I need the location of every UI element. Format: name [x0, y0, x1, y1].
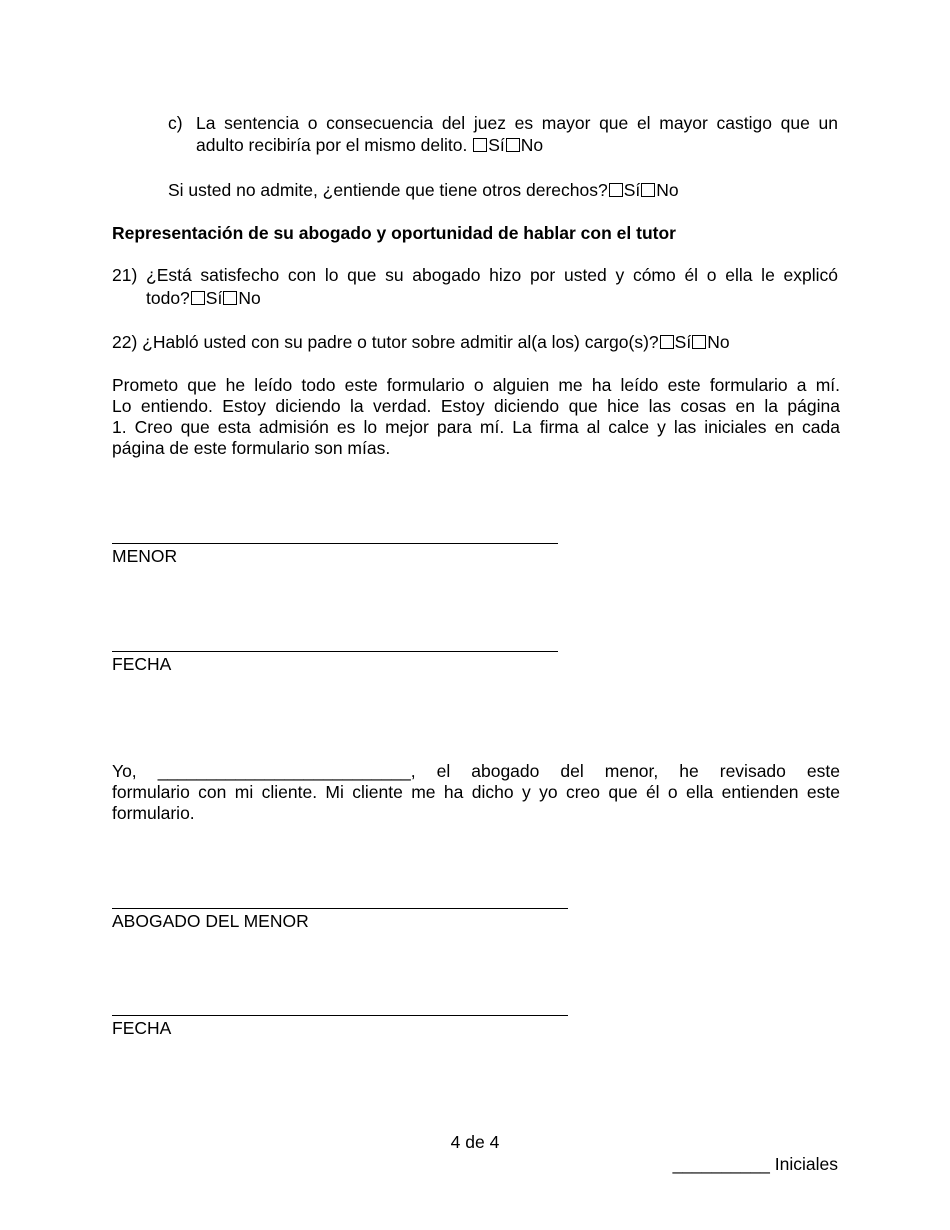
item-c-no-checkbox[interactable]: [506, 138, 520, 152]
minor-signature-line[interactable]: [112, 543, 558, 544]
promise-line-1: Prometo que he leído todo este formulario o alguien me ha leído este formulario a mí.: [112, 375, 840, 395]
minor-date-label: FECHA: [112, 654, 172, 674]
initials-blank[interactable]: __________: [672, 1154, 770, 1174]
page-number: 4 de 4: [450, 1132, 500, 1152]
rights-question: Si usted no admite, ¿entiende que tiene otros derechos? Sí No: [168, 180, 679, 200]
attorney-date-line[interactable]: [112, 1015, 568, 1016]
rights-no-checkbox[interactable]: [641, 183, 655, 197]
attorney-statement-line-3: formulario.: [112, 803, 195, 823]
attorney-statement-line-2: formulario con mi cliente. Mi cliente me ha dicho y yo creo que él o ella entienden este: [112, 782, 840, 802]
q21-no-checkbox[interactable]: [223, 291, 237, 305]
question-21-line1: ¿Está satisfecho con lo que su abogado hizo por usted y cómo él o ella le explicó: [146, 265, 838, 285]
promise-line-2: Lo entiendo. Estoy diciendo la verdad. Estoy diciendo que hice las cosas en la página: [112, 396, 840, 416]
attorney-statement: [112, 761, 840, 824]
rights-yes-checkbox[interactable]: [609, 183, 623, 197]
attorney-signature-line[interactable]: [112, 908, 568, 909]
q22-yes-checkbox[interactable]: [660, 335, 674, 349]
minor-date-line[interactable]: [112, 651, 558, 652]
promise-line-4: página de este formulario son mías.: [112, 438, 391, 458]
item-c-no-label: No: [520, 135, 544, 155]
rights-yes-label: Sí: [623, 180, 641, 200]
initials-field: [673, 1154, 838, 1175]
promise-line-3: 1. Creo que esta admisión es lo mejor para mí. La firma al calce y las iniciales en cada: [112, 417, 840, 437]
minor-label: MENOR: [112, 546, 178, 566]
item-c-marker: c): [168, 113, 183, 133]
question-22: 22) ¿Habló usted con su padre o tutor sobre admitir al(a los) cargo(s)? Sí No: [112, 332, 730, 352]
item-c-yes-checkbox[interactable]: [473, 138, 487, 152]
q21-yes-label: Sí: [205, 288, 223, 308]
item-c-line2: adulto recibiría por el mismo delito. Sí No: [196, 135, 544, 155]
q21-no-label: No: [238, 288, 261, 308]
attorney-name-blank[interactable]: __________________________,: [157, 761, 416, 781]
question-21-line2: todo? Sí No: [146, 288, 261, 308]
promise-paragraph: [112, 375, 840, 459]
question-22-number: 22): [112, 332, 138, 352]
question-21-number: 21): [112, 265, 138, 285]
q22-no-checkbox[interactable]: [692, 335, 706, 349]
attorney-date-label: FECHA: [112, 1018, 172, 1038]
q22-no-label: No: [707, 332, 730, 352]
attorney-label: ABOGADO DEL MENOR: [112, 911, 309, 931]
attorney-statement-line-1: Yo, __________________________, el abogado del menor, he revisado este: [112, 761, 840, 781]
q22-yes-label: Sí: [674, 332, 692, 352]
item-c-line1: La sentencia o consecuencia del juez es mayor que el mayor castigo que un: [196, 113, 838, 133]
item-c-yes-label: Sí: [488, 135, 505, 155]
rights-no-label: No: [656, 180, 679, 200]
section-heading: Representación de su abogado y oportunidad de hablar con el tutor: [112, 223, 676, 243]
q21-yes-checkbox[interactable]: [191, 291, 205, 305]
initials-label: Iniciales: [774, 1154, 838, 1174]
